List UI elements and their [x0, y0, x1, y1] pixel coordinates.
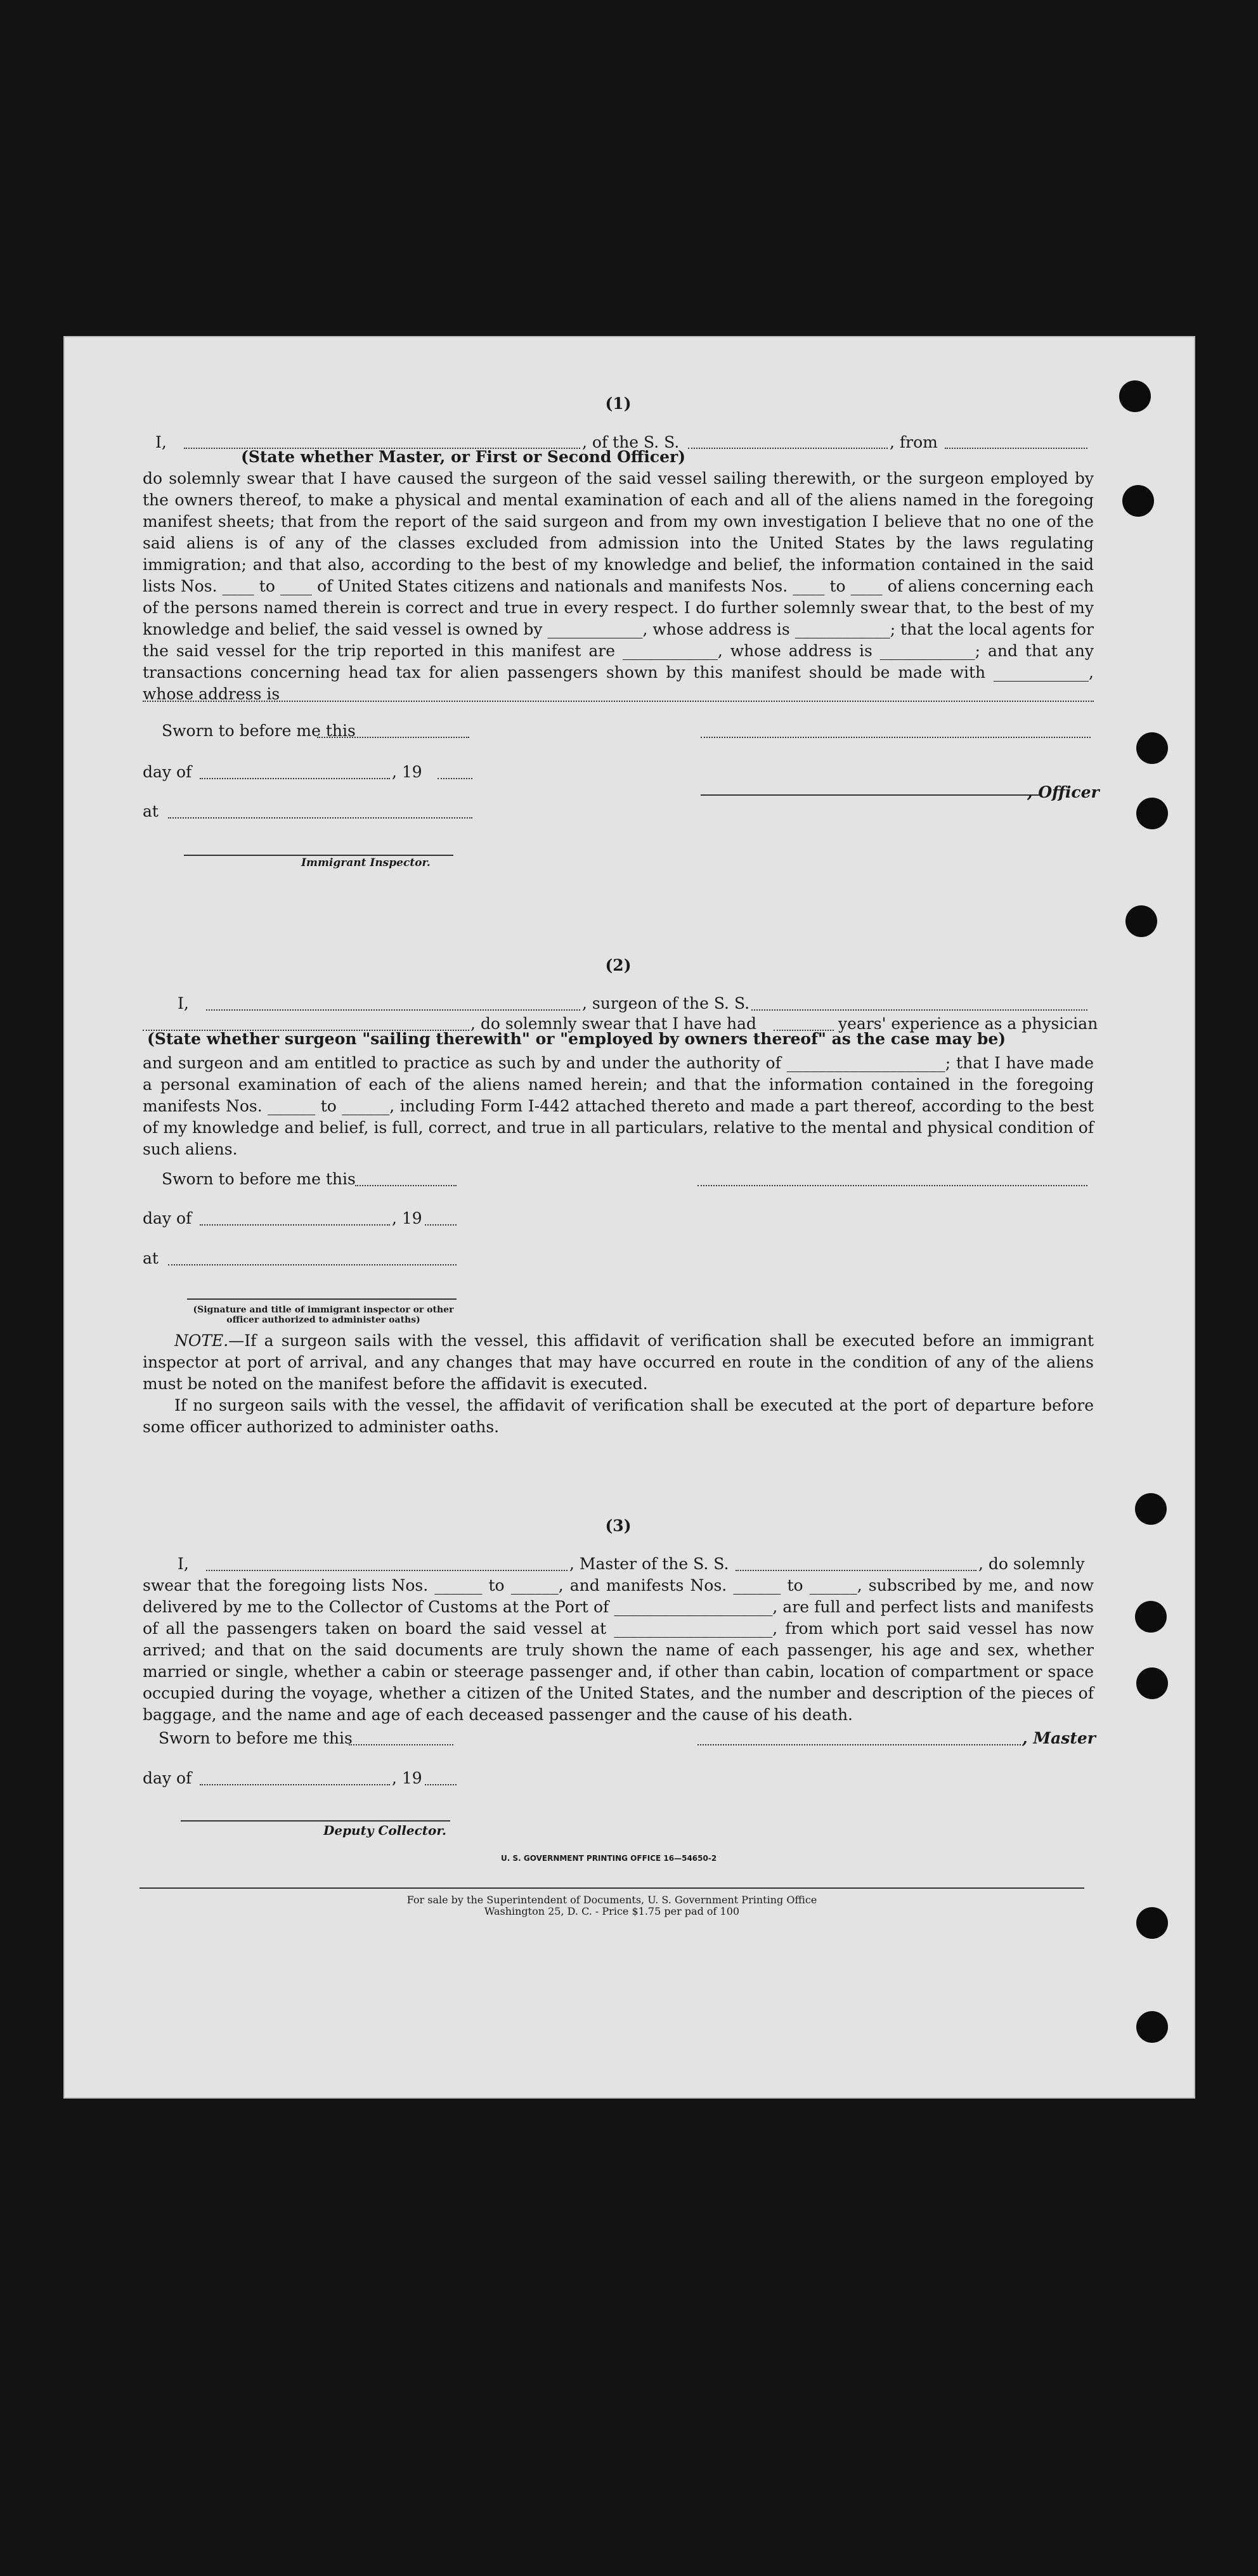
master-signature-field[interactable]	[697, 1731, 1021, 1745]
at-label-1: at	[143, 802, 159, 820]
years-field[interactable]	[774, 1017, 834, 1031]
from-label: , from	[890, 433, 938, 451]
signature-field-2[interactable]	[697, 1172, 1087, 1186]
sale-line-1: For sale by the Superintendent of Documents, U. S. Government Printing Office	[406, 1894, 817, 1906]
sworn-label-2: Sworn to before me this	[162, 1170, 356, 1188]
day-of-field-1[interactable]	[200, 765, 390, 779]
years-label: years' experience as a physician	[838, 1014, 1098, 1033]
day-of-field-2[interactable]	[200, 1212, 390, 1226]
note-text: —If a surgeon sails with the vessel, this affidavit of verification shall be executed before an immigrant inspector at port of arrival, and any changes that may have occurred en route in the condition of any of the aliens must be noted on the manifest before the affidavit is executed.	[143, 1331, 1094, 1393]
address-continuation-field[interactable]	[143, 688, 1094, 702]
punch-hole	[1125, 905, 1157, 937]
year-field-3[interactable]	[425, 1771, 457, 1785]
master-name-field[interactable]	[184, 435, 580, 449]
swear-label: , do solemnly swear that I have had	[470, 1014, 757, 1033]
surgeon-name-field[interactable]	[206, 997, 580, 1011]
from-port-field[interactable]	[945, 435, 1087, 449]
sworn-label-3: Sworn to before me this	[159, 1729, 353, 1747]
day-of-field-3[interactable]	[200, 1771, 390, 1785]
sworn-label-1: Sworn to before me this	[162, 722, 356, 740]
of-ss-label: , of the S. S.	[582, 433, 680, 451]
deputy-label: Deputy Collector.	[323, 1823, 447, 1838]
master-of-label: , Master of the S. S.	[569, 1555, 729, 1573]
punch-hole	[1119, 380, 1151, 412]
sworn-date-field-1[interactable]	[317, 724, 469, 738]
note-text-2: If no surgeon sails with the vessel, the affidavit of verification shall be executed at the port of departure before some officer authorized to administer oaths.	[143, 1396, 1094, 1436]
year-field-1[interactable]	[438, 765, 472, 779]
inspector-signature-line[interactable]	[184, 850, 453, 856]
year-label-1: , 19	[392, 763, 422, 781]
sworn-date-field-3[interactable]	[349, 1731, 453, 1745]
surgeon-ship-field[interactable]	[751, 997, 1087, 1011]
year-field-2[interactable]	[425, 1212, 457, 1226]
footer-rule	[139, 1886, 1084, 1889]
section1-i: I,	[155, 433, 167, 451]
at-field-1[interactable]	[168, 805, 472, 819]
year-label-2: , 19	[392, 1209, 422, 1227]
deputy-signature-line[interactable]	[181, 1816, 450, 1822]
officer-label: , Officer	[1027, 783, 1099, 801]
day-of-label-3: day of	[143, 1769, 192, 1787]
inspector-label: Immigrant Inspector.	[301, 857, 431, 869]
section1-number: (1)	[605, 394, 632, 413]
inspector-signature-line-2[interactable]	[187, 1295, 457, 1300]
sig-note: (Signature and title of immigrant inspector or other officer authorized to administer oaths)	[193, 1305, 454, 1325]
surgeon-status-field[interactable]	[143, 1017, 469, 1031]
punch-hole	[1136, 2011, 1168, 2043]
sworn-date-field-2[interactable]	[355, 1172, 457, 1186]
surgeon-note: (State whether surgeon "sailing therewith" or "employed by owners thereof" as the case may be)	[147, 1030, 1006, 1048]
section3-i: I,	[178, 1555, 189, 1573]
punch-hole	[1135, 1493, 1167, 1525]
ship-name-field[interactable]	[688, 435, 888, 449]
note-label: NOTE.	[174, 1331, 229, 1350]
section3-body: swear that the foregoing lists Nos. ______ to ______, and manifests Nos. ______ to ______, subscribed by me, and now delivered by me to the Collector of Customs at the Port of ____________________, are full and perfect lists and manifests of all the passengers taken on board the said vessel at ____________________, from which port said vessel has now arrived; and that on the said documents are truly shown the name of each passenger, his age and sex, whether married or single, whether a cabin or steerage passenger and, if other than cabin, location of compartment or space occupied during the voyage, whether a citizen of the United States, and the number and description of the pieces of baggage, and the name and age of each deceased passenger and the cause of his death.	[143, 1576, 1094, 1724]
section3-master-field[interactable]	[206, 1557, 567, 1571]
solemnly-label: , do solemnly	[978, 1555, 1085, 1573]
punch-hole	[1136, 798, 1168, 829]
section2-i: I,	[178, 994, 189, 1013]
sale-line-2: Washington 25, D. C. - Price $1.75 per pad of 100	[484, 1905, 740, 1917]
at-label-2: at	[143, 1249, 159, 1267]
note-block	[143, 1330, 1094, 1438]
year-label-3: , 19	[392, 1769, 422, 1787]
day-of-label-2: day of	[143, 1209, 192, 1227]
day-of-label-1: day of	[143, 763, 192, 781]
section2-body: and surgeon and am entitled to practice as such by and under the authority of ____________________; that I have made a personal examination of each of the aliens named herein; and that the information contained in the foregoing manifests Nos. ______ to ______, including Form I-442 attached thereto and made a part thereof, according to the best of my knowledge and belief, is full, correct, and true in all particulars, relative to the mental and physical condition of such aliens.	[143, 1054, 1094, 1158]
master-note: (State whether Master, or First or Second Officer)	[241, 448, 686, 466]
section2-number: (2)	[605, 956, 632, 974]
at-field-2[interactable]	[168, 1252, 457, 1265]
surgeon-of-label: , surgeon of the S. S.	[582, 994, 750, 1013]
gpo-line: U. S. GOVERNMENT PRINTING OFFICE 16—54650-2	[501, 1854, 717, 1863]
officer-signature-line[interactable]	[701, 789, 1040, 796]
punch-hole	[1122, 485, 1154, 517]
section3-number: (3)	[605, 1517, 632, 1535]
section3-ship-field[interactable]	[736, 1557, 976, 1571]
punch-hole	[1135, 1601, 1167, 1633]
master-label: , Master	[1022, 1729, 1096, 1747]
signature-field-1[interactable]	[701, 724, 1091, 738]
section1-body: do solemnly swear that I have caused the surgeon of the said vessel sailing therewith, or the surgeon employed by the owners thereof, to make a physical and mental examination of each and all of the aliens named in the foregoing manifest sheets; that from the report of the said surgeon and from my own investigation I believe that no one of the said aliens is of any of the classes excluded from admission into the United States by the laws regulating immigration; and that also, according to the best of my knowledge and belief, the information contained in the said lists Nos. ____ to ____ of United States citizens and nationals and manifests Nos. ____ to ____ of aliens concerning each of the persons named therein is correct and true in every respect. I do further solemnly swear that, to the best of my knowledge and belief, the said vessel is owned by ____________, whose address is ____________; that the local agents for the said vessel for the trip reported in this manifest are ____________, whose address is ____________; and that any transactions concerning head tax for alien passengers shown by this manifest should be made with ____________, whose address is	[143, 469, 1094, 703]
punch-hole	[1136, 1667, 1168, 1699]
punch-hole	[1136, 1907, 1168, 1939]
punch-hole	[1136, 732, 1168, 764]
